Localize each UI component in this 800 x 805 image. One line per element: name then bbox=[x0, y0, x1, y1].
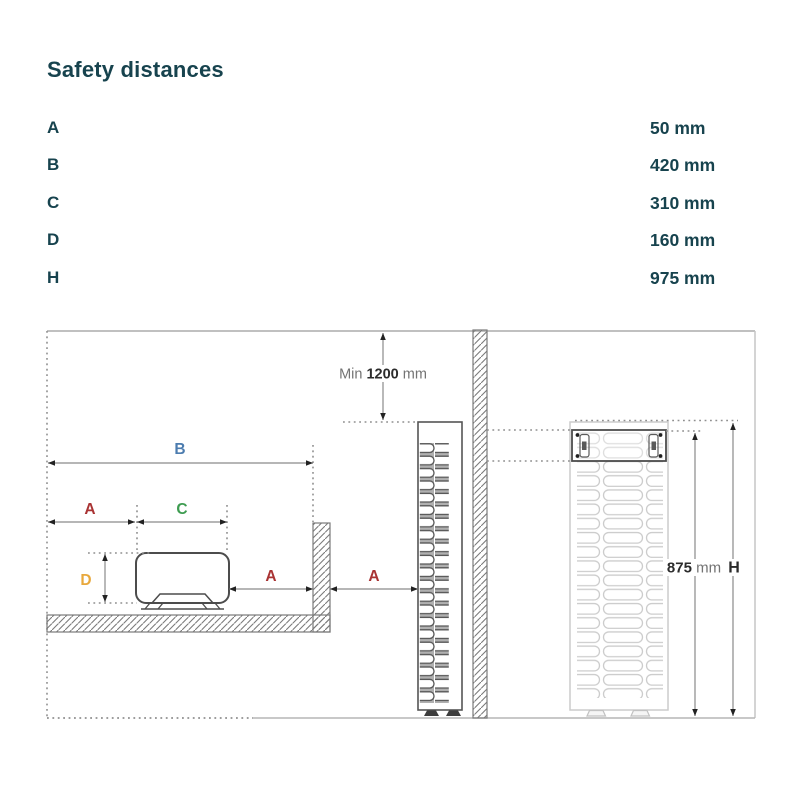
dim-875 bbox=[666, 433, 722, 716]
installation-diagram-svg bbox=[0, 318, 800, 800]
dim-label-a: A bbox=[84, 501, 96, 518]
table-row bbox=[47, 193, 727, 215]
screw-dot bbox=[576, 454, 580, 458]
table-row bbox=[47, 155, 727, 177]
heater-foot bbox=[424, 711, 439, 717]
heater-foot bbox=[446, 711, 461, 717]
dim-a-right bbox=[330, 568, 418, 589]
control-unit-body bbox=[136, 553, 229, 603]
row-label: H bbox=[47, 268, 60, 287]
heater-foot bbox=[587, 711, 606, 717]
bracket-latch-right bbox=[652, 442, 657, 451]
row-label: C bbox=[47, 193, 60, 212]
bench-side-panel bbox=[313, 523, 330, 632]
table-row bbox=[47, 268, 727, 290]
screw-dot bbox=[659, 454, 663, 458]
dim-a-left bbox=[48, 501, 135, 522]
dim-label-b: B bbox=[174, 441, 186, 458]
row-value: 975 mm bbox=[650, 268, 716, 288]
dim-label-min-1200: Min 1200 mm bbox=[339, 366, 427, 383]
heater-side-ribs bbox=[420, 443, 449, 703]
heater-foot bbox=[631, 711, 650, 717]
dim-label-c: C bbox=[176, 501, 188, 518]
row-label: D bbox=[47, 230, 60, 249]
dim-min-1200 bbox=[338, 333, 428, 420]
heater-front-slats bbox=[577, 430, 663, 698]
screw-dot bbox=[659, 433, 663, 437]
row-label: B bbox=[47, 155, 60, 174]
screw-dot bbox=[576, 433, 580, 437]
dim-a-middle bbox=[229, 568, 313, 589]
dim-label-d: D bbox=[80, 572, 92, 589]
dim-c bbox=[137, 501, 227, 522]
dim-label-h: H bbox=[728, 559, 740, 577]
row-value: 310 mm bbox=[650, 193, 716, 213]
dim-d bbox=[80, 554, 105, 602]
table-row bbox=[47, 118, 727, 140]
bracket-latch-left bbox=[582, 442, 587, 451]
dim-h bbox=[724, 423, 744, 716]
dim-b bbox=[48, 441, 313, 463]
row-value: 160 mm bbox=[650, 230, 716, 250]
dim-label-a: A bbox=[265, 568, 277, 585]
row-value: 50 mm bbox=[650, 118, 706, 138]
control-unit-side-view bbox=[136, 553, 229, 609]
dim-label-a: A bbox=[368, 568, 380, 585]
bench-seat bbox=[47, 615, 330, 632]
heater-front-view bbox=[570, 422, 668, 716]
sauna-wall-hatched bbox=[473, 330, 487, 718]
page-title: Safety distances bbox=[47, 57, 224, 82]
dim-label-875: 875 mm bbox=[666, 559, 722, 577]
heater-side-view bbox=[418, 422, 462, 716]
row-value: 420 mm bbox=[650, 155, 716, 175]
table-row bbox=[47, 230, 727, 252]
row-label: A bbox=[47, 118, 60, 137]
installation-diagram bbox=[0, 318, 800, 800]
